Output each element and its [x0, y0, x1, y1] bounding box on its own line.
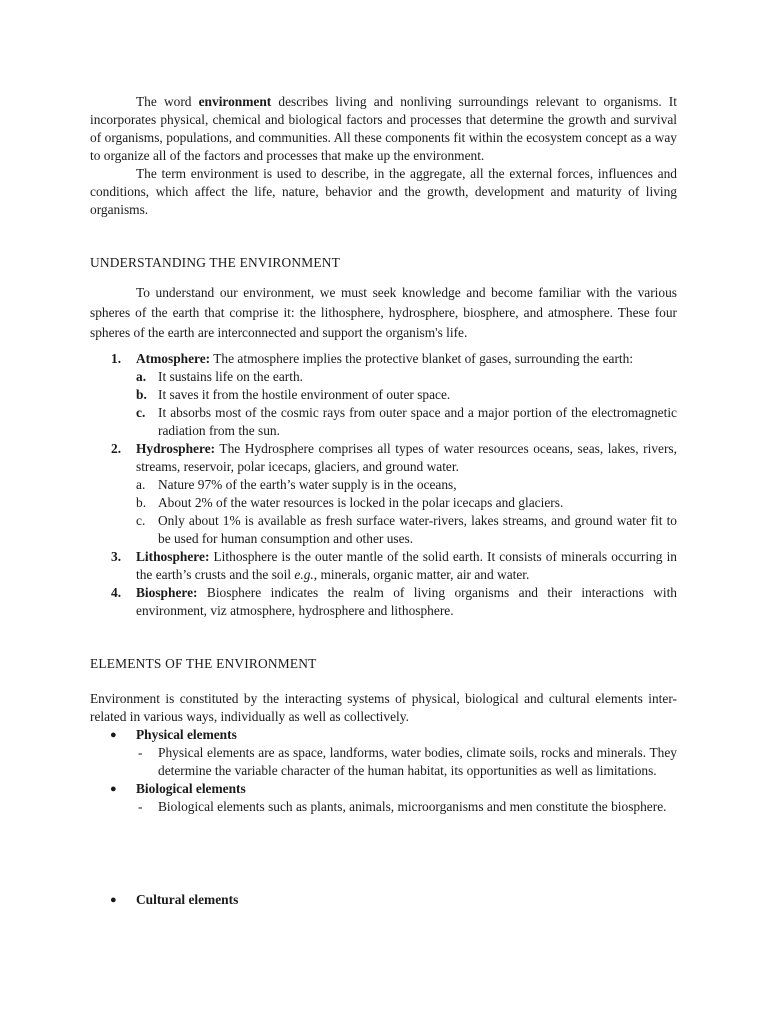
elements-section [90, 690, 677, 816]
intro-paragraph-2: The term environment is used to describe, in the aggregate, all the external forces, influences and conditions, which affect the life, nature, behavior and the growth, development and maturity of living organisms. [90, 166, 677, 217]
term-hydrosphere: Hydrosphere: [136, 441, 216, 456]
intro-paragraph-1 [90, 93, 677, 165]
understanding-section [90, 283, 677, 620]
list-item-atmosphere: 1. Atmosphere: The atmosphere implies the protective blanket of gases, surrounding the earth: a. It sustains life on the earth. b. It saves it from the hostile environment of outer space. c. It absorbs most of the cosmic rays from outer space and a major portion of the electromagnetic radiation from the sun. [111, 351, 677, 438]
environment-term: environment [198, 94, 272, 109]
bullet-icon: ● [110, 894, 117, 906]
elements-heading: ELEMENTS OF THE ENVIRONMENT [90, 656, 317, 671]
understanding-heading: UNDERSTANDING THE ENVIRONMENT [90, 255, 340, 270]
dash-icon: - [138, 799, 143, 814]
hydrosphere-sublist [136, 476, 677, 548]
list-item-cultural [90, 891, 677, 909]
intro-section [90, 93, 677, 219]
list-item-biosphere: 4. Biosphere: Biosphere indicates the realm of living organisms and their interactions with environment, viz atmosphere, hydrosphere and lithosphere. [111, 585, 677, 618]
physical-elements-desc: - Physical elements are as space, landforms, water bodies, climate soils, rocks and minerals. They determine the variable character of the human habitat, its opportunities as well as limitations. [138, 745, 677, 778]
list-item: b. It saves it from the hostile environment of outer space. [136, 387, 451, 402]
term-biosphere: Biosphere: [136, 585, 198, 600]
elements-list [90, 891, 677, 909]
biological-elements-title: Biological elements [136, 781, 246, 796]
list-item-hydrosphere: 2. Hydrosphere: The Hydrosphere comprises all types of water resources oceans, seas, lakes, rivers, streams, reservoir, polar icecaps, glaciers, and ground water. a. Nature 97% of the earth’s water supply is in the oceans, b. About 2% of the water resources is locked in the polar icecaps and glaciers. c. Only about 1% is available as fresh surface water-rivers, lakes streams, and ground water fit to be used for human consumption and other uses. [111, 441, 677, 546]
term-lithosphere: Lithosphere: [136, 549, 210, 564]
list-item: a. It sustains life on the earth. [136, 369, 304, 384]
list-item-physical [90, 726, 677, 744]
bullet-icon: ● [110, 729, 117, 741]
cultural-elements-title: Cultural elements [136, 892, 239, 907]
list-item: a. Nature 97% of the earth’s water supply is in the oceans, [136, 477, 457, 492]
bullet-icon: ● [110, 783, 117, 795]
understanding-paragraph: To understand our environment, we must seek knowledge and become familiar with the various spheres of the earth that comprise it: the lithosphere, hydrosphere, biosphere, and atmosphere. These four spheres of the earth are interconnected and support the organism's life. [90, 285, 677, 340]
list-item: b. About 2% of the water resources is locked in the polar icecaps and glaciers. [136, 495, 564, 510]
atmosphere-sublist [136, 368, 677, 440]
eg-abbreviation: e.g., [294, 567, 318, 582]
elements-list [90, 726, 677, 744]
term-atmosphere: Atmosphere: [136, 351, 211, 366]
dash-icon: - [138, 745, 143, 760]
spheres-list [90, 350, 677, 620]
list-item-biological [90, 780, 677, 798]
physical-elements-title: Physical elements [136, 727, 237, 742]
elements-list [90, 780, 677, 798]
list-item: c. Only about 1% is available as fresh surface water-rivers, lakes streams, and ground water fit to be used for human consumption and other uses. [136, 513, 677, 546]
intro-text: The word [136, 94, 199, 109]
elements-paragraph: Environment is constituted by the interacting systems of physical, biological and cultural elements inter-related in various ways, individually as well as collectively. [90, 691, 677, 724]
list-item-lithosphere: 3. Lithosphere: Lithosphere is the outer mantle of the solid earth. It consists of minerals occurring in the earth’s crusts and the soil e.g., minerals, organic matter, air and water. [111, 549, 677, 582]
list-item: c. It absorbs most of the cosmic rays from outer space and a major portion of the electromagnetic radiation from the sun. [136, 405, 677, 438]
biological-elements-desc: - Biological elements such as plants, animals, microorganisms and men constitute the biosphere. [138, 799, 667, 814]
intro-text: describes living and nonliving surroundings relevant to organisms. It incorporates physical, chemical and biological factors and processes that determine the growth and survival of organisms, populations, and communities. All these components fit within the ecosystem concept as a way to organize all of the factors and processes that make up the environment. [90, 94, 677, 163]
